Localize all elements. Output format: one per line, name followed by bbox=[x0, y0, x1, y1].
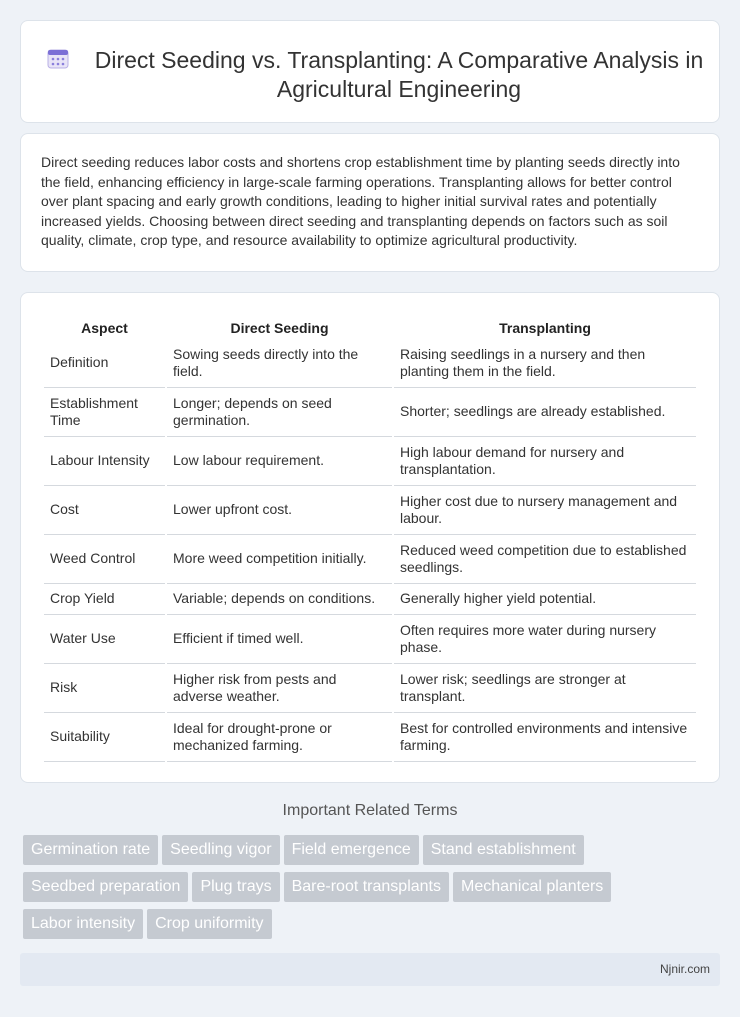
related-term-tag[interactable]: Mechanical planters bbox=[453, 872, 611, 902]
cell-transplanting: Reduced weed competition due to established seedlings. bbox=[394, 535, 696, 584]
cell-transplanting: Shorter; seedlings are already established. bbox=[394, 388, 696, 437]
cell-aspect: Labour Intensity bbox=[44, 437, 165, 486]
cell-transplanting: Raising seedlings in a nursery and then planting them in the field. bbox=[394, 339, 696, 388]
cell-aspect: Definition bbox=[44, 339, 165, 388]
cell-direct-seeding: Low labour requirement. bbox=[167, 437, 392, 486]
cell-transplanting: Higher cost due to nursery management and labour. bbox=[394, 486, 696, 535]
related-term-tag[interactable]: Stand establishment bbox=[423, 835, 584, 865]
table-row bbox=[44, 664, 696, 713]
related-term-tag[interactable]: Field emergence bbox=[284, 835, 419, 865]
cell-aspect: Cost bbox=[44, 486, 165, 535]
related-term-tag[interactable]: Seedling vigor bbox=[162, 835, 279, 865]
calendar-icon bbox=[47, 49, 69, 69]
cell-direct-seeding: Ideal for drought-prone or mechanized farming. bbox=[167, 713, 392, 762]
footer-site-link[interactable]: Njnir.com bbox=[659, 962, 710, 976]
comparison-table bbox=[42, 313, 698, 762]
cell-aspect: Weed Control bbox=[44, 535, 165, 584]
cell-aspect: Risk bbox=[44, 664, 165, 713]
summary-text: Direct seeding reduces labor costs and shortens crop establishment time by planting seeds directly into the field, enhancing efficiency in large-scale farming operations. Transplanting allows for better control over plant spacing and early growth conditions, leading to higher initial survival rates and potentially increased yields. Choosing between direct seeding and transplanting depends on factors such as soil quality, climate, crop type, and resource availability to optimize agricultural productivity. bbox=[41, 154, 680, 248]
table-row bbox=[44, 535, 696, 584]
cell-transplanting: Best for controlled environments and intensive farming. bbox=[394, 713, 696, 762]
related-term-tag[interactable]: Bare-root transplants bbox=[284, 872, 449, 902]
comparison-table-card bbox=[20, 292, 720, 783]
cell-direct-seeding: Lower upfront cost. bbox=[167, 486, 392, 535]
cell-aspect: Suitability bbox=[44, 713, 165, 762]
table-row bbox=[44, 584, 696, 615]
cell-aspect: Water Use bbox=[44, 615, 165, 664]
cell-aspect: Establishment Time bbox=[44, 388, 165, 437]
related-terms-title: Important Related Terms bbox=[282, 802, 458, 819]
related-term-tag[interactable]: Labor intensity bbox=[23, 909, 143, 939]
summary-card bbox=[20, 133, 720, 272]
cell-direct-seeding: More weed competition initially. bbox=[167, 535, 392, 584]
cell-transplanting: Generally higher yield potential. bbox=[394, 584, 696, 615]
table-row bbox=[44, 615, 696, 664]
footer bbox=[20, 953, 720, 986]
cell-aspect: Crop Yield bbox=[44, 584, 165, 615]
table-row bbox=[44, 339, 696, 388]
related-term-tag[interactable]: Plug trays bbox=[192, 872, 279, 902]
related-term-tag[interactable]: Seedbed preparation bbox=[23, 872, 188, 902]
cell-direct-seeding: Variable; depends on conditions. bbox=[167, 584, 392, 615]
table-header-row bbox=[44, 313, 696, 339]
related-term-tag[interactable]: Crop uniformity bbox=[147, 909, 271, 939]
cell-transplanting: Often requires more water during nursery phase. bbox=[394, 615, 696, 664]
related-term-tag[interactable]: Germination rate bbox=[23, 835, 158, 865]
cell-direct-seeding: Sowing seeds directly into the field. bbox=[167, 339, 392, 388]
table-row bbox=[44, 437, 696, 486]
table-row bbox=[44, 486, 696, 535]
page-title: Direct Seeding vs. Transplanting: A Comparative Analysis in Agricultural Engineering bbox=[94, 47, 704, 102]
cell-direct-seeding: Higher risk from pests and adverse weather. bbox=[167, 664, 392, 713]
cell-direct-seeding: Efficient if timed well. bbox=[167, 615, 392, 664]
related-terms-list bbox=[23, 835, 723, 946]
header-card bbox=[20, 20, 720, 123]
header-transplanting: Transplanting bbox=[499, 320, 591, 336]
cell-direct-seeding: Longer; depends on seed germination. bbox=[167, 388, 392, 437]
cell-transplanting: Lower risk; seedlings are stronger at transplant. bbox=[394, 664, 696, 713]
header-direct-seeding: Direct Seeding bbox=[230, 320, 329, 336]
cell-transplanting: High labour demand for nursery and transplantation. bbox=[394, 437, 696, 486]
table-row bbox=[44, 388, 696, 437]
table-row bbox=[44, 713, 696, 762]
header-aspect: Aspect bbox=[81, 320, 128, 336]
